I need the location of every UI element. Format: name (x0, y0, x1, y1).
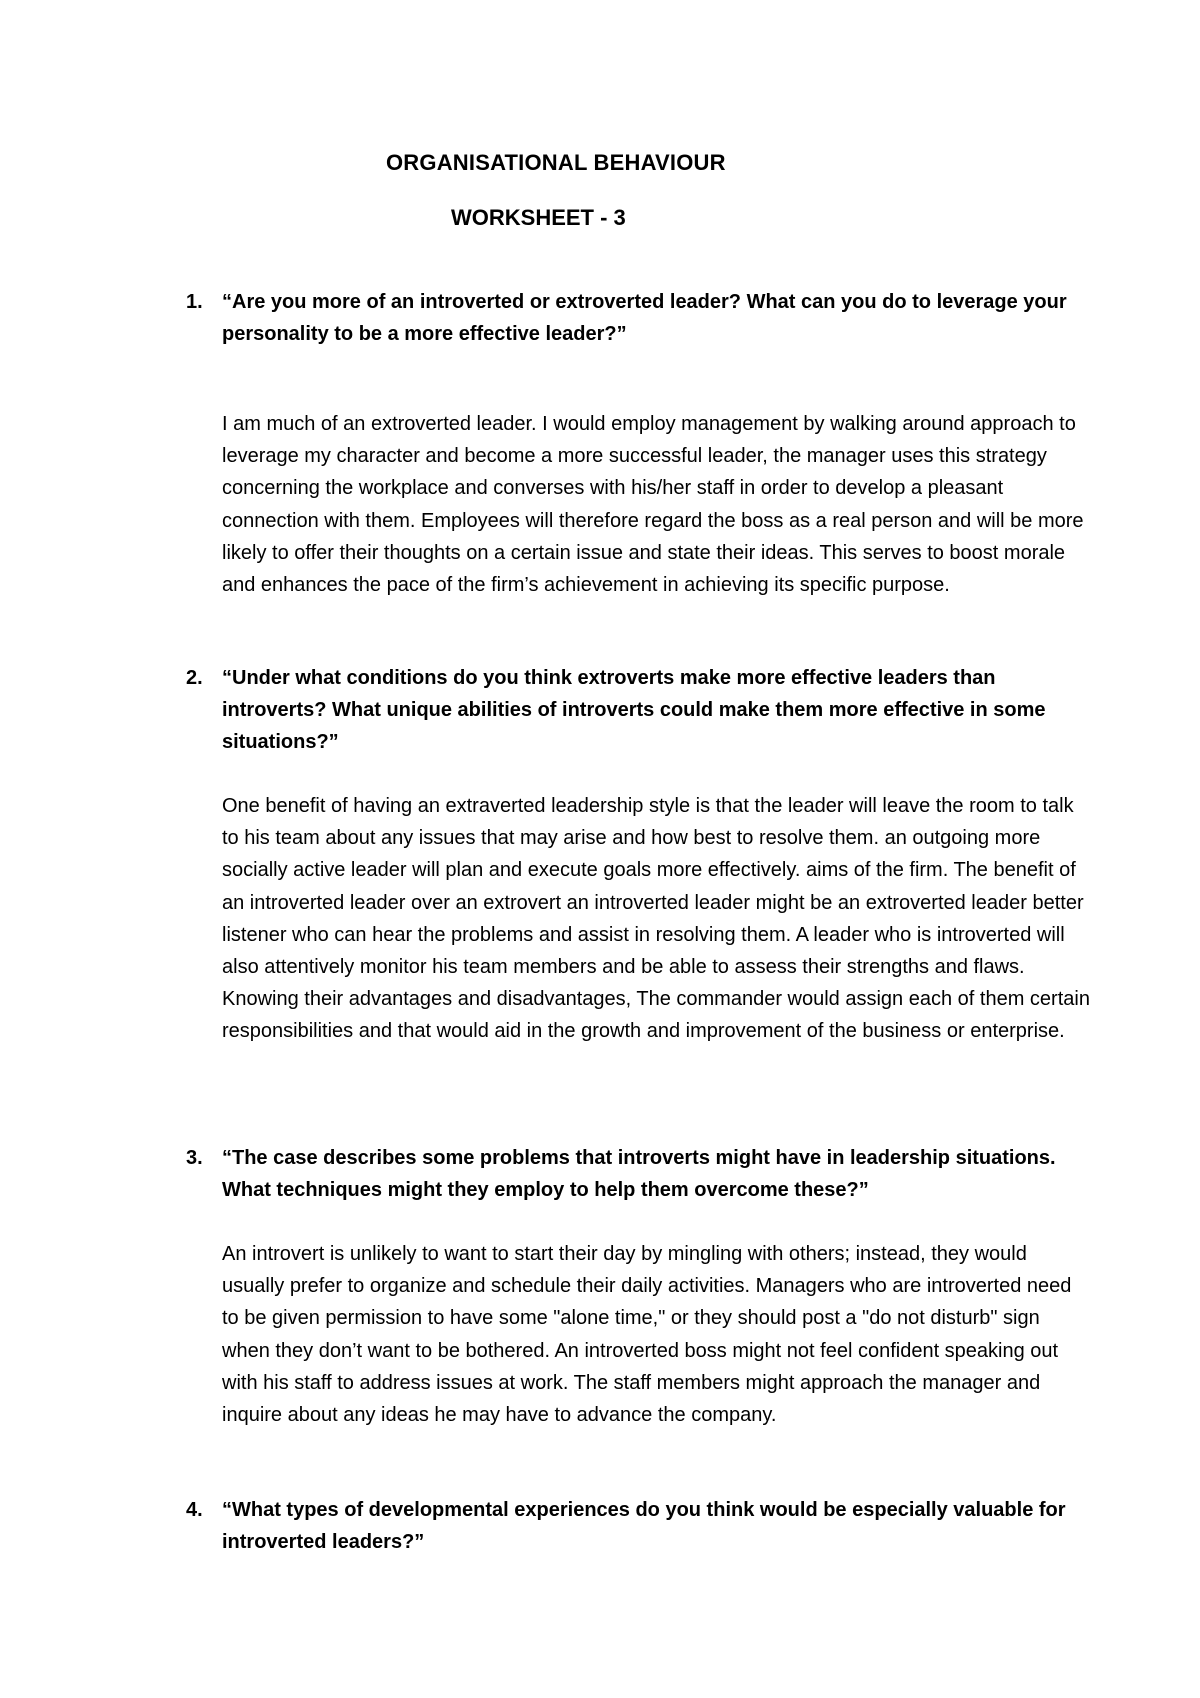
question-text: “The case describes some problems that introverts might have in leadership situations. What techniques might they employ to help them overcome these?” (222, 1147, 1056, 1202)
question-text: “Are you more of an introverted or extroverted leader? What can you do to leverage your personality to be a more effective leader?” (222, 291, 1067, 346)
question-number: 3. (186, 1147, 203, 1169)
document-subtitle: WORKSHEET - 3 (451, 205, 626, 230)
question-number: 4. (186, 1499, 203, 1521)
question-text: “Under what conditions do you think extroverts make more effective leaders than introverts? What unique abilities of introverts could make them more effective in some situations?” (222, 667, 1046, 754)
answer-text: One benefit of having an extraverted leadership style is that the leader will leave the room to talk to his team about any issues that may arise and how best to resolve them. an outgoing more socially active leader will plan and execute goals more effectively. aims of the firm. The benefit of an introverted leader over an extrovert an introverted leader might be an extroverted leader better listener who can hear the problems and assist in resolving them. A leader who is introverted will also attentively monitor his team members and be able to assess their strengths and flaws. Knowing their advantages and disadvantages, The commander would assign each of them certain responsibilities and that would aid in the growth and improvement of the business or enterprise. (222, 795, 1090, 1043)
answer-text: An introvert is unlikely to want to start their day by mingling with others; instead, they would usually prefer to organize and schedule their daily activities. Managers who are introverted need to be given permission to have some "alone time," or they should post a "do not disturb" sign when they don’t want to be bothered. An introverted boss might not feel confident speaking out with his staff to address issues at work. The staff members might approach the manager and inquire about any ideas he may have to advance the company. (222, 1243, 1072, 1427)
document-title: ORGANISATIONAL BEHAVIOUR (386, 150, 726, 175)
answer-text: I am much of an extroverted leader. I would employ management by walking around approach to leverage my character and become a more successful leader, the manager uses this strategy concerning the workplace and converses with his/her staff in order to develop a pleasant connection with them. Employees will therefore regard the boss as a real person and will be more likely to offer their thoughts on a certain issue and state their ideas. This serves to boost morale and enhances the pace of the firm’s achievement in achieving its specific purpose. (222, 413, 1084, 597)
question-text: “What types of developmental experiences do you think would be especially valuable for introverted leaders?” (222, 1499, 1066, 1554)
question-number: 1. (186, 291, 203, 313)
question-number: 2. (186, 667, 203, 689)
